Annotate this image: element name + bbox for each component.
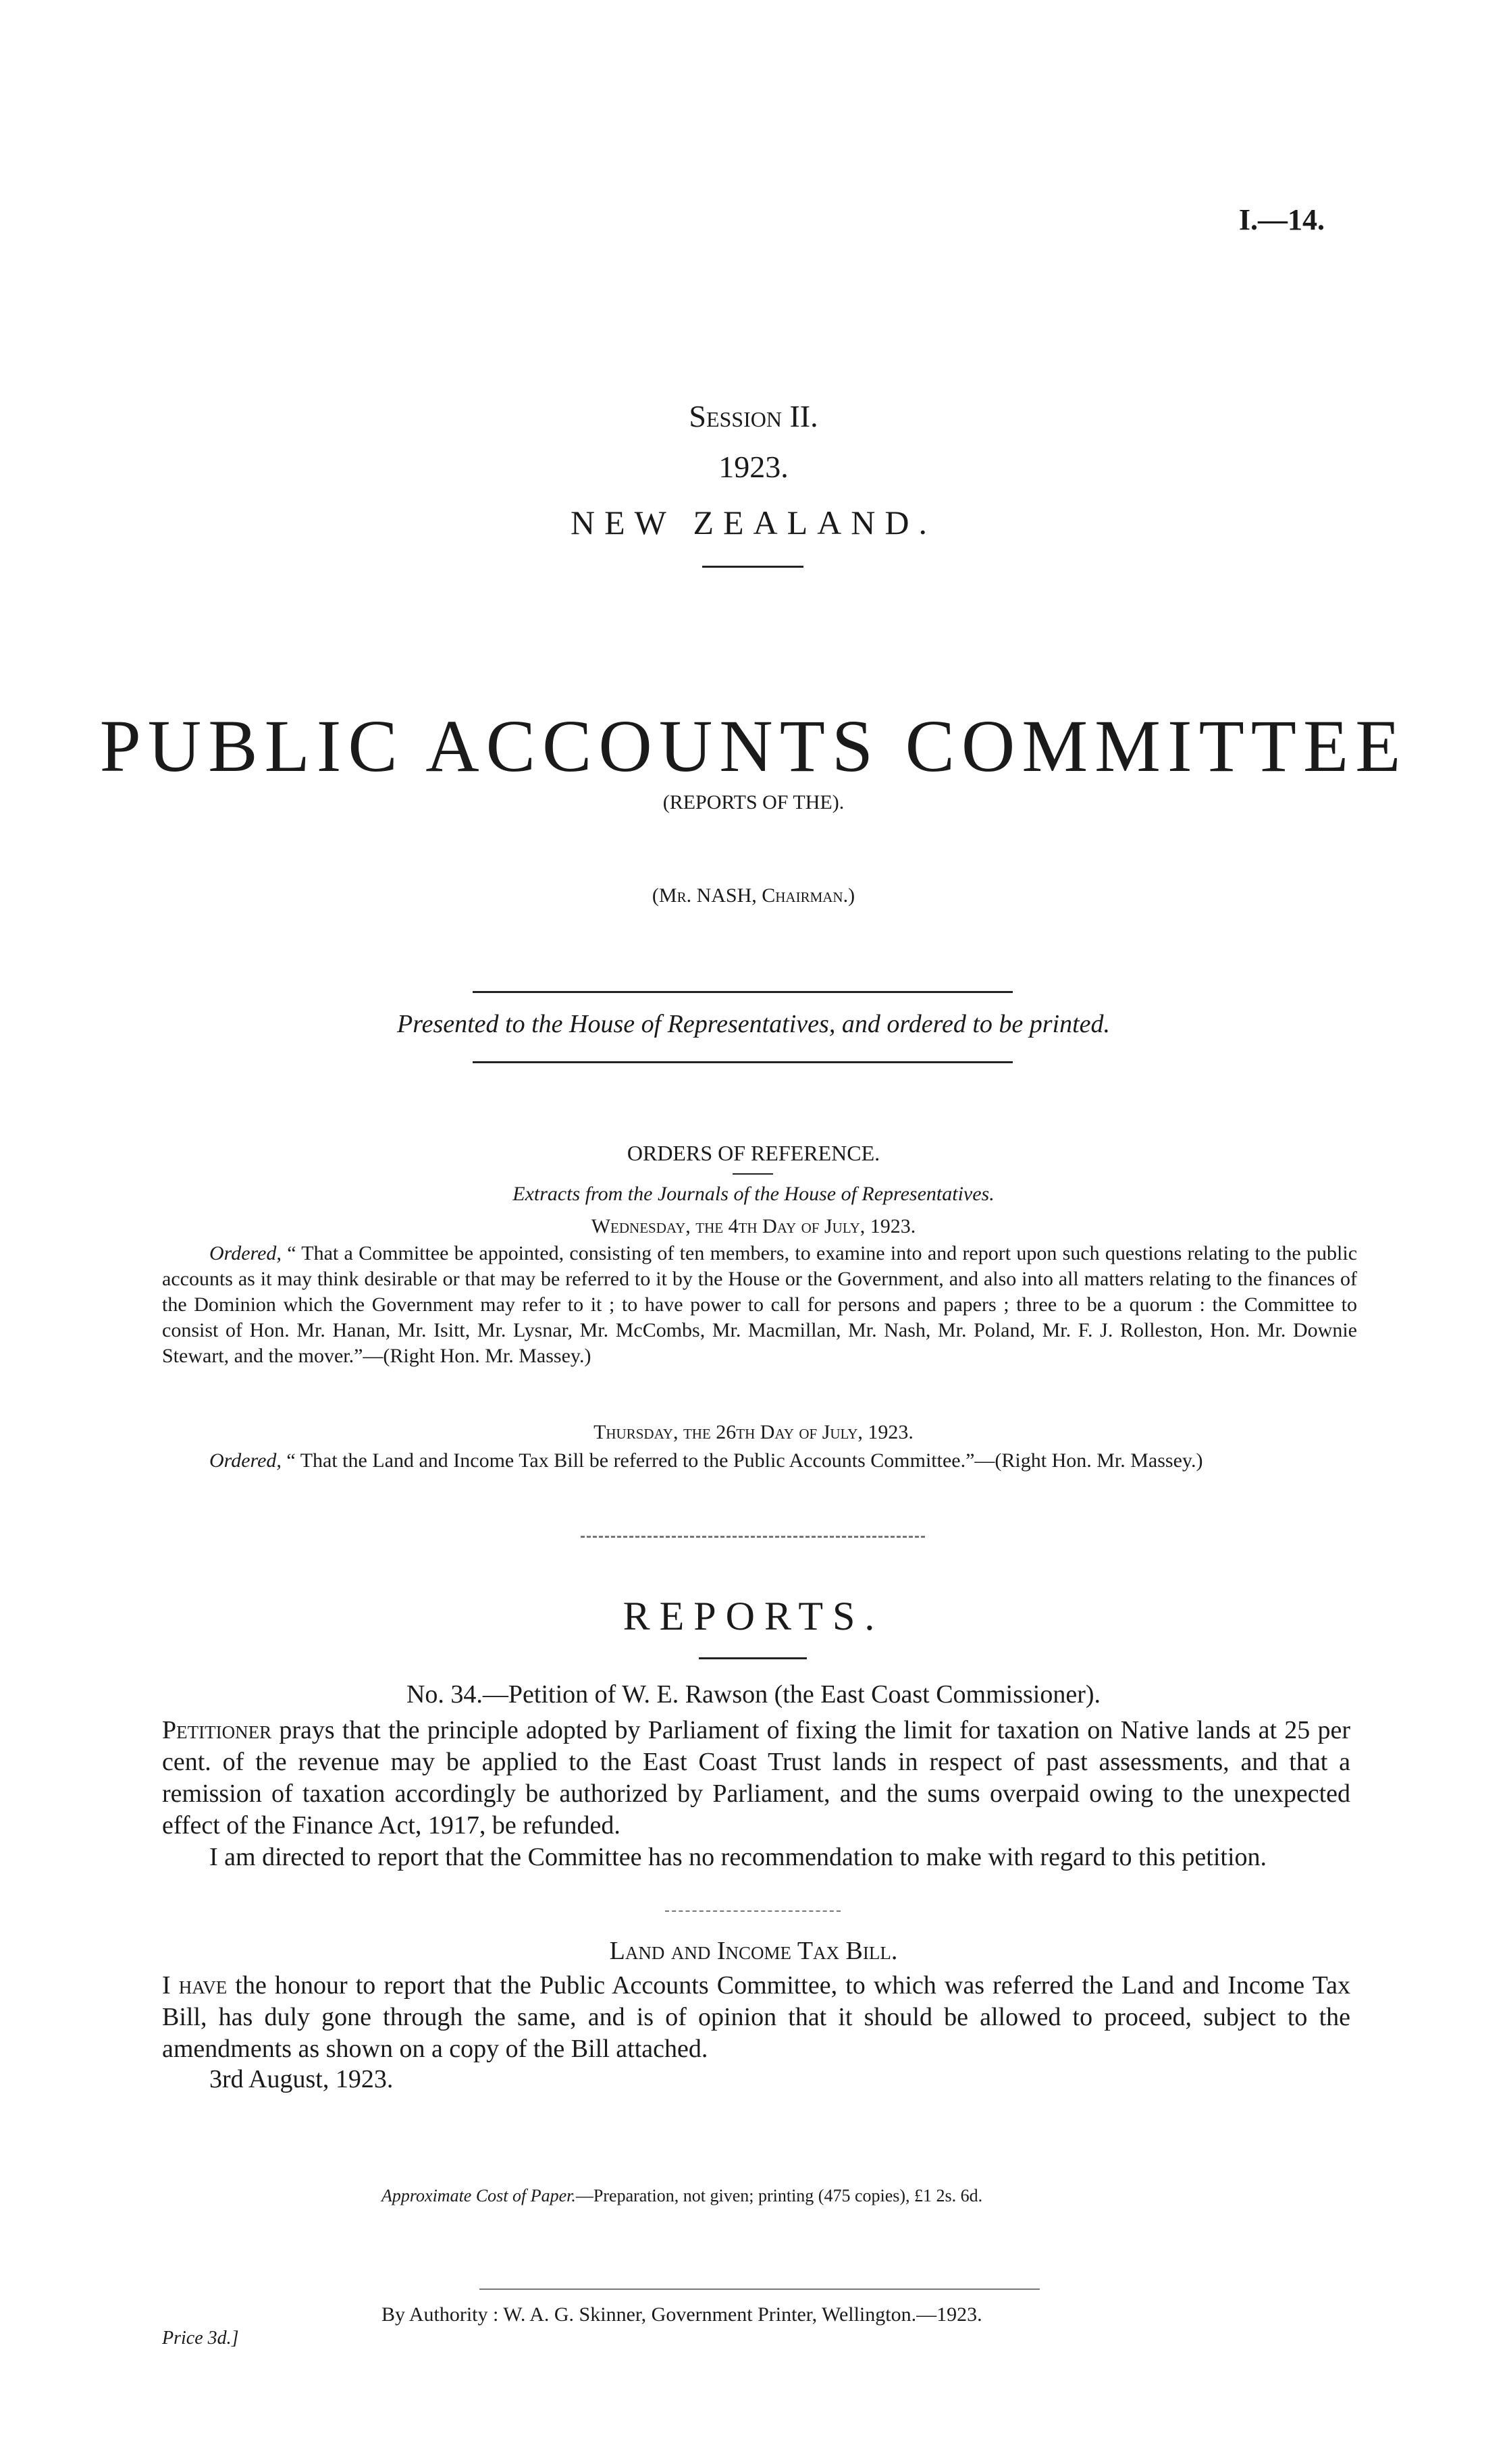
order-body-1: “ That a Committee be appointed, consisting of ten members, to examine into and report upon such questions relating to the public accounts as it may think desirable or that may be referred to it by the House or the Government, and also into all matters relating to the finances of the Dominion which the Government may refer to it ; to have power to call for persons and papers ; three to be a quorum : the Committee to consist of Hon. Mr. Hanan, Mr. Isitt, Mr. Lysnar, Mr. McCombs, Mr. Macmillan, Mr. Nash, Mr. Poland, Mr. F. J. Rolleston, Hon. Mr. Downie Stewart, and the mover.”—(Right Hon. Mr. Massey.) (162, 1242, 1358, 1367)
reports-divider (699, 1657, 807, 1659)
petition-title: No. 34.—Petition of W. E. Rawson (the East Coast Commissioner). (406, 1680, 1101, 1709)
presented-top-rule (473, 991, 1013, 993)
bill-heading: Land and Income Tax Bill. (609, 1937, 898, 1965)
subtitle: (REPORTS OF THE). (662, 791, 845, 813)
petitioner-lead: Petitioner (162, 1716, 272, 1744)
orders-heading: ORDERS OF REFERENCE. (627, 1141, 880, 1165)
order-date-2: Thursday, the 26th Day of July, 1923. (593, 1421, 914, 1443)
petition-divider (665, 1910, 841, 1912)
bill-body: the honour to report that the Public Accounts Committee, to which was referred the Land and Income Tax Bill, has duly gone through the same, and is of opinion that it should be allowed to proceed, subject to the amendments as shown on a copy of the Bill attached. (162, 1971, 1350, 2063)
order-body-2: “ That the Land and Income Tax Bill be referred to the Public Accounts Committee.”—(Right Hon. Mr. Massey.) (286, 1449, 1203, 1472)
year-label: 1923. (718, 450, 789, 484)
bill-lead: I have (162, 1971, 228, 2000)
petition-text (162, 1715, 1350, 1842)
order-text-2 (162, 1448, 1357, 1474)
cost-text: —Preparation, not given; printing (475 copies), £1 2s. 6d. (575, 2186, 983, 2205)
extracts-line: Extracts from the Journals of the House of Representatives. (512, 1183, 995, 1205)
cost-line (381, 2186, 982, 2206)
report-date: 3rd August, 1923. (209, 2065, 394, 2093)
petition-body: prays that the principle adopted by Parliament of fixing the limit for taxation on Native lands at 25 per cent. of the revenue may be applied to the East Coast Trust lands in respect of past assessments, and that a remission of taxation accordingly be authorized by Parliament, and the sums overpaid owing to the unexpected effect of the Finance Act, 1917, be refunded. (162, 1716, 1350, 1840)
cost-label: Approximate Cost of Paper. (381, 2186, 576, 2205)
document-reference: I.—14. (1238, 203, 1325, 236)
country-heading: NEW ZEALAND. (571, 504, 936, 541)
presented-bottom-rule (473, 1061, 1013, 1063)
authority-line: By Authority : W. A. G. Skinner, Government Printer, Wellington.—1923. (381, 2303, 982, 2326)
order-date-1: Wednesday, the 4th Day of July, 1923. (591, 1215, 916, 1237)
price-label: Price 3d.] (162, 2328, 239, 2349)
orders-divider (733, 1173, 773, 1175)
reports-heading: REPORTS. (623, 1594, 884, 1638)
ordered-label: Ordered, (209, 1449, 282, 1472)
petition-report: I am directed to report that the Committee has no recommendation to make with regard to this petition. (209, 1843, 1267, 1871)
presented-line: Presented to the House of Representatives, and ordered to be printed. (396, 1010, 1111, 1038)
ordered-label: Ordered, (209, 1242, 282, 1264)
bill-text (162, 1970, 1350, 2065)
order-text-1 (162, 1241, 1357, 1369)
session-label: Session II. (689, 399, 818, 433)
footer-rule (479, 2288, 1040, 2290)
title-divider (702, 566, 803, 568)
chairman-line: (Mr. NASH, Chairman.) (652, 884, 855, 907)
section-divider (581, 1536, 925, 1538)
main-title: PUBLIC ACCOUNTS COMMITTEE (99, 705, 1408, 787)
